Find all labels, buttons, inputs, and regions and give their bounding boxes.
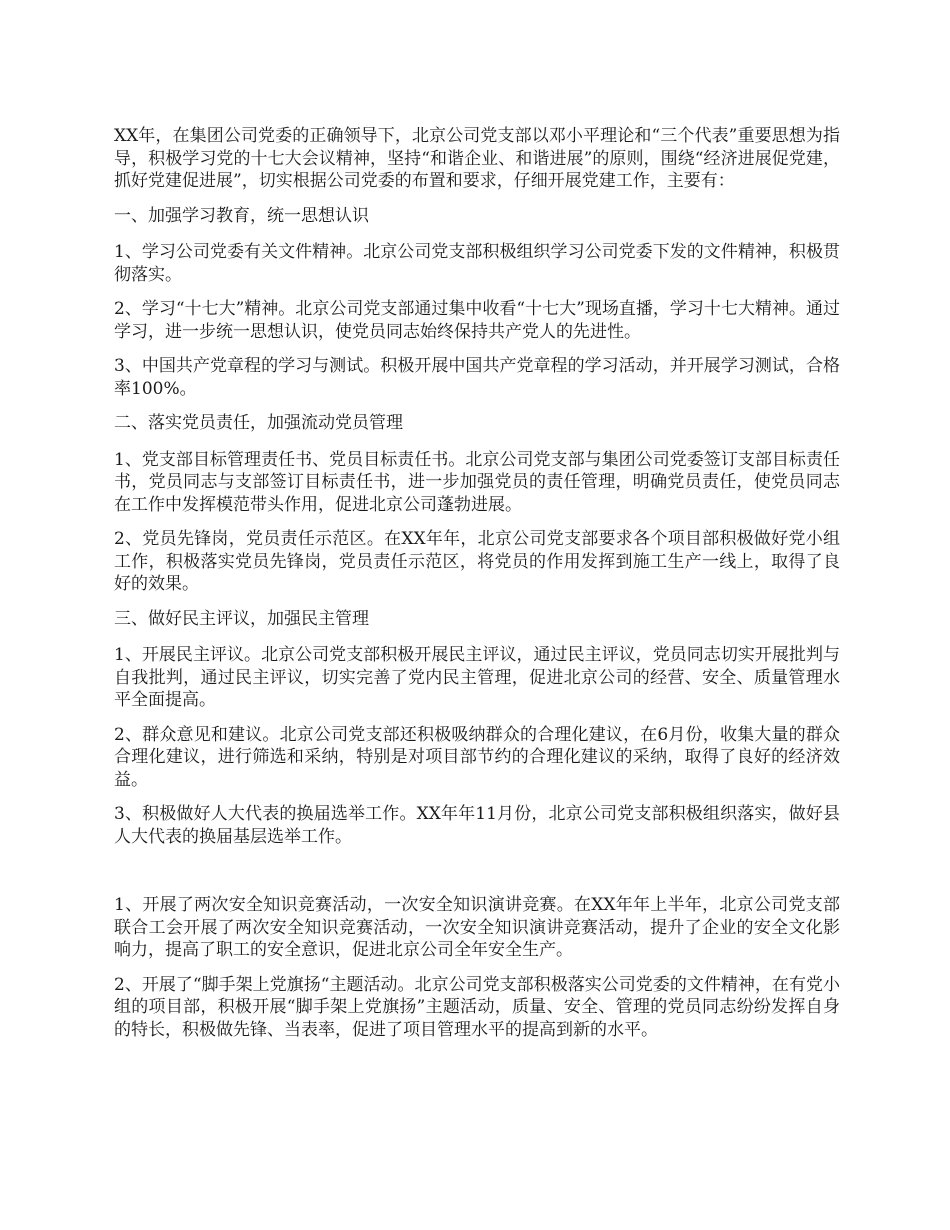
section-heading-1: 一、加强学习教育，统一思想认识 — [114, 205, 369, 226]
paragraph-1-2: 2、学习“十七大”精神。北京公司党支部通过集中收看“十七大”现场直播，学习十七大精神。通过学习，进一步统一思想认识，使党员同志始终保持共产党人的先进性。 — [114, 299, 840, 342]
section-gap — [114, 860, 840, 894]
paragraph-4-1: 1、开展了两次安全知识竞赛活动，一次安全知识演讲竞赛。在XX年年上半年，北京公司党支部联合工会开展了两次安全知识竞赛活动，一次安全知识演讲竞赛活动，提升了企业的安全文化影响力，提高了职工的安全意识，促进北京公司全年安全生产。 — [114, 895, 840, 960]
section-heading-3: 三、做好民主评议，加强民主管理 — [114, 608, 369, 629]
intro-paragraph: XX年，在集团公司党委的正确领导下，北京公司党支部以邓小平理论和“三个代表”重要思想为指导，积极学习党的十七大会议精神，坚持“和谐企业、和谐进展”的原则，围绕“经济进展促党建，抓好党建促进展”，切实根据公司党委的布置和要求，仔细开展党建工作，主要有： — [114, 126, 840, 191]
paragraph-2-2: 2、党员先锋岗，党员责任示范区。在XX年年，北京公司党支部要求各个项目部积极做好党小组工作，积极落实党员先锋岗，党员责任示范区，将党员的作用发挥到施工生产一线上，取得了良好的效果。 — [114, 529, 840, 594]
paragraph-1-3: 3、中国共产党章程的学习与测试。积极开展中国共产党章程的学习活动，并开展学习测试，合格率100%。 — [114, 356, 840, 399]
paragraph-2-1: 1、党支部目标管理责任书、党员目标责任书。北京公司党支部与集团公司党委签订支部目标责任书，党员同志与支部签订目标责任书，进一步加强党员的责任管理，明确党员责任，使党员同志在工作中发挥模范带头作用，促进北京公司蓬勃进展。 — [114, 449, 840, 515]
paragraph-1-1: 1、学习公司党委有关文件精神。北京公司党支部积极组织学习公司党委下发的文件精神，积极贯彻落实。 — [114, 242, 840, 285]
paragraph-3-3: 3、积极做好人大代表的换届选举工作。XX年年11月份，北京公司党支部积极组织落实，做好县人大代表的换届基层选举工作。 — [114, 804, 840, 847]
paragraph-4-2: 2、开展了“脚手架上党旗扬“主题活动。北京公司党支部积极落实公司党委的文件精神，在有党小组的项目部，积极开展“脚手架上党旗扬”主题活动，质量、安全、管理的党员同志纷纷发挥自身的特长，积极做先锋、当表率，促进了项目管理水平的提高到新的水平。 — [114, 974, 840, 1040]
section-heading-2: 二、落实党员责任，加强流动党员管理 — [114, 413, 403, 433]
document-body — [114, 125, 840, 1053]
paragraph-3-1: 1、开展民主评议。北京公司党支部积极开展民主评议，通过民主评议，党员同志切实开展批判与自我批判，通过民主评议，切实完善了党内民主管理，促进北京公司的经营、安全、质量管理水平全面提高。 — [114, 645, 840, 710]
paragraph-3-2: 2、群众意见和建议。北京公司党支部还积极吸纳群众的合理化建议，在6月份，收集大量的群众合理化建议，进行筛选和采纳，特别是对项目部节约的合理化建议的采纳，取得了良好的经济效益。 — [114, 724, 840, 790]
